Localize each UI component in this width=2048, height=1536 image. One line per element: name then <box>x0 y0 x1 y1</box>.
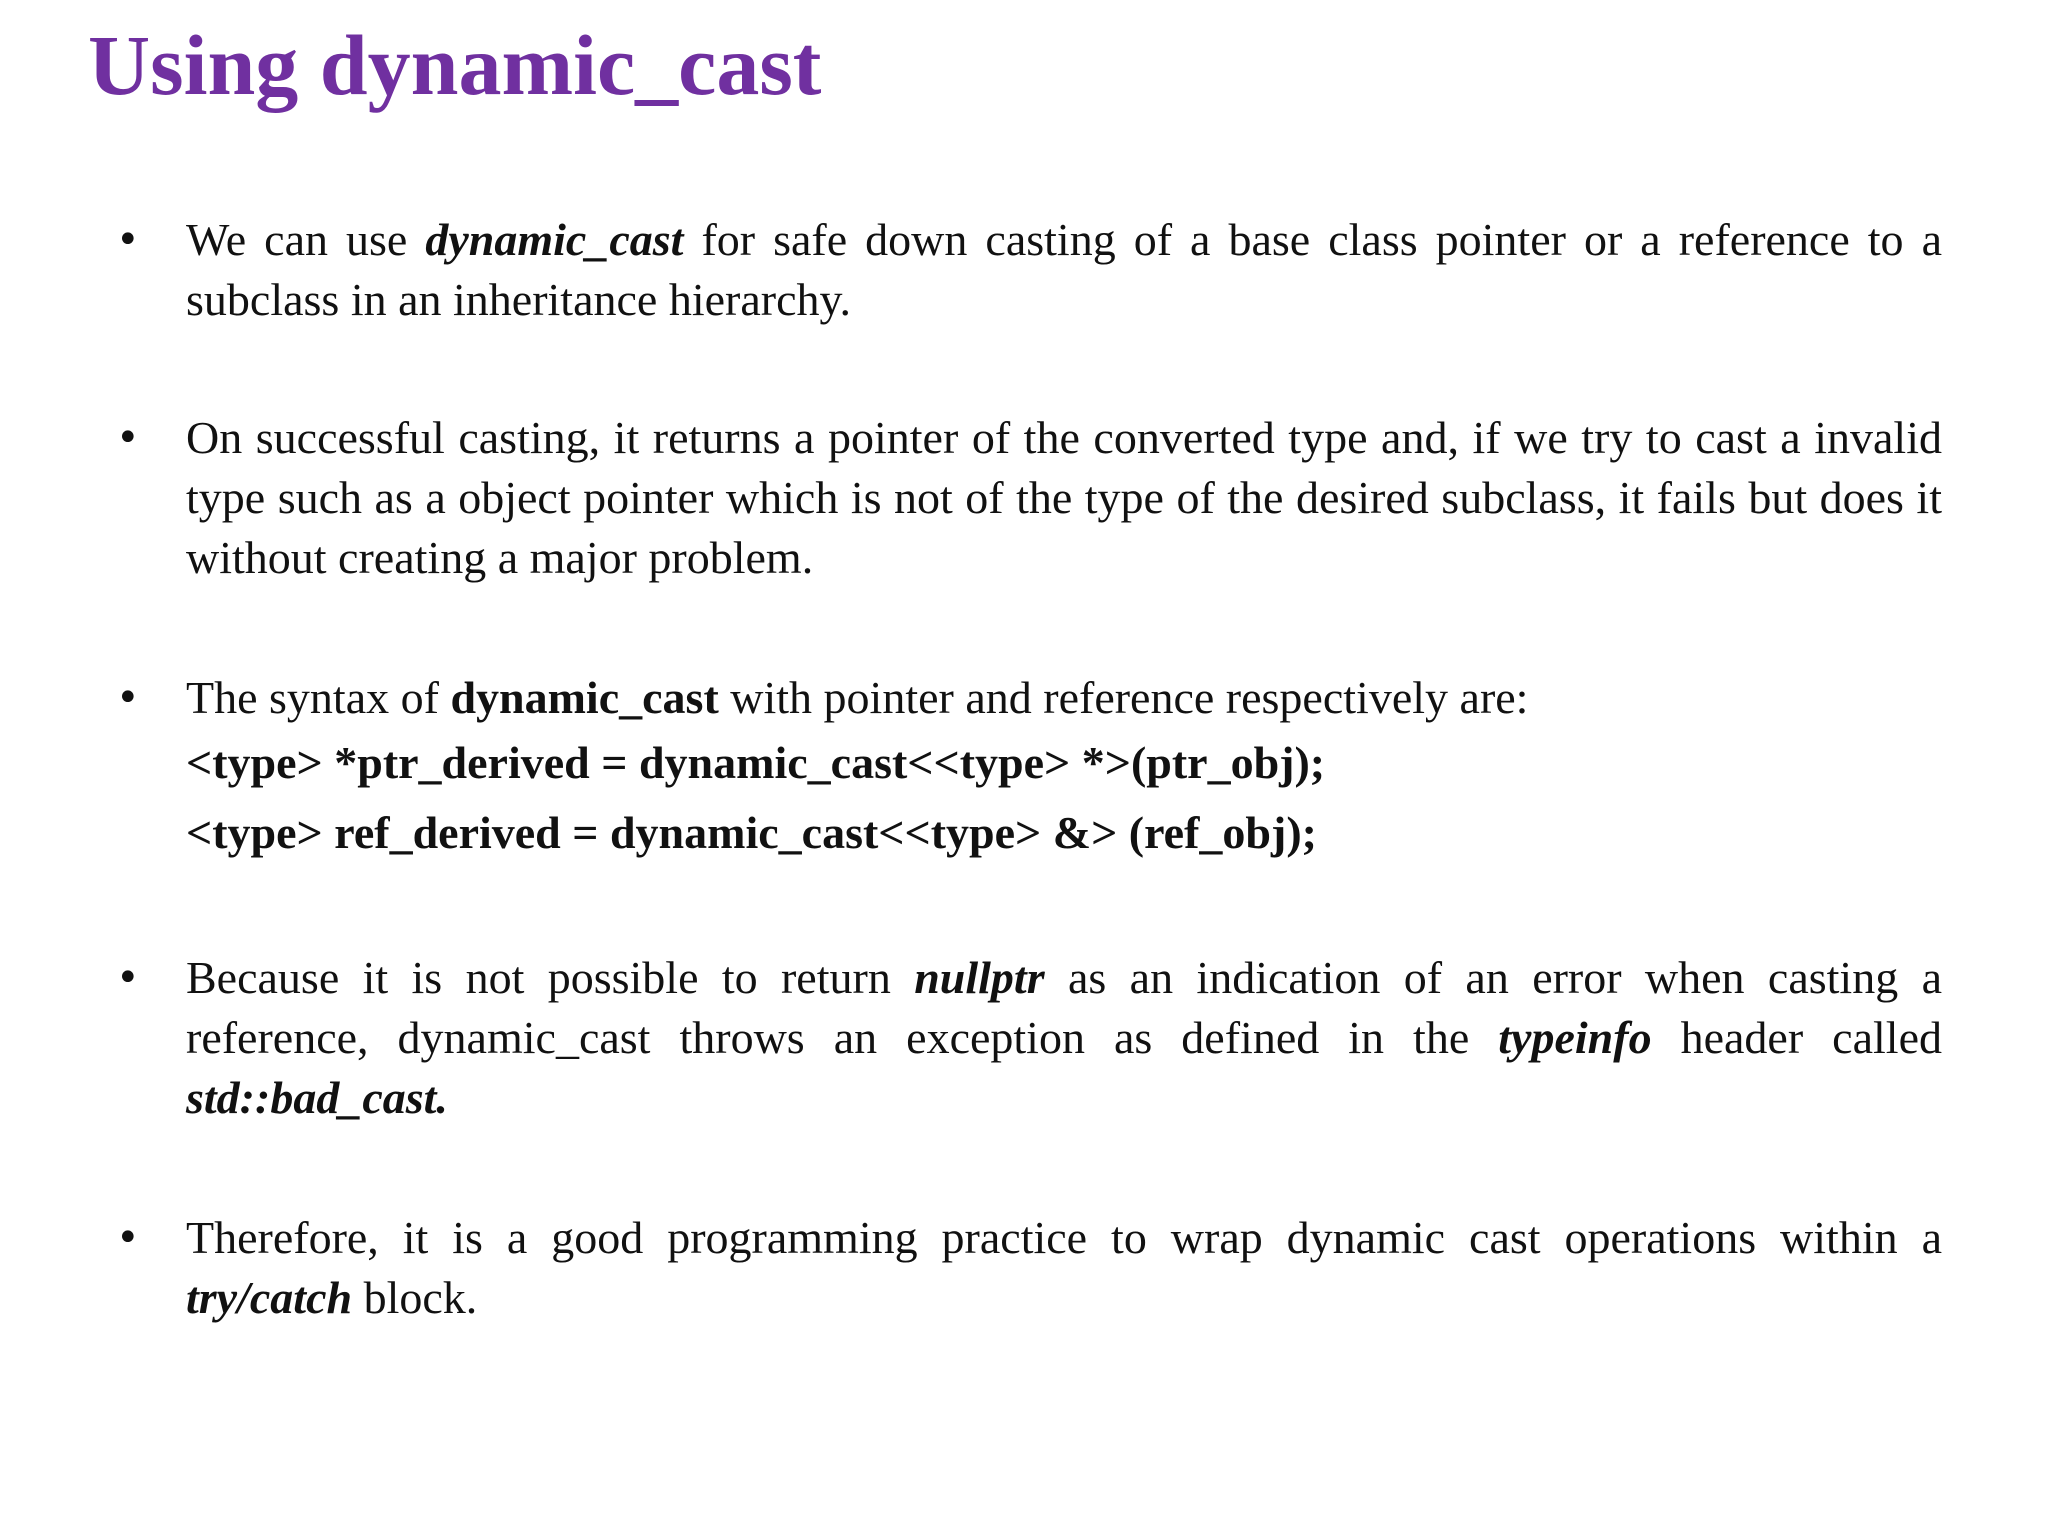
emphasis-term: nullptr <box>914 952 1045 1003</box>
bullet-text: We can use dynamic_cast for safe down casting of a base class pointer or a reference to a subclass in an inheritance hierarchy. <box>186 214 1942 325</box>
slide-title: Using dynamic_cast <box>88 17 822 113</box>
code-line-pointer: <type> *ptr_derived = dynamic_cast<<type> *>(ptr_obj); <box>186 737 1326 788</box>
bullet-icon: • <box>116 955 140 1001</box>
bullet-item <box>116 210 1942 330</box>
bullet-icon: • <box>116 1215 140 1261</box>
bullet-text: Therefore, it is a good programming practice to wrap dynamic cast operations within a try/catch block. <box>186 1212 1942 1323</box>
bullet-text: The syntax of dynamic_cast with pointer and reference respectively are: <box>186 672 1529 723</box>
code-line-reference: <type> ref_derived = dynamic_cast<<type> &> (ref_obj); <box>186 807 1317 858</box>
bullet-item <box>116 668 1942 868</box>
emphasis-term: dynamic_cast <box>425 214 684 265</box>
bullet-item <box>116 408 1942 588</box>
bullet-text: On successful casting, it returns a pointer of the converted type and, if we try to cast a invalid type such as a object pointer which is not of the type of the desired subclass, it fails but does it without creating a major problem. <box>186 412 1942 583</box>
bullet-icon: • <box>116 675 140 721</box>
emphasis-term: typeinfo <box>1498 1012 1652 1063</box>
bullet-item <box>116 1208 1942 1328</box>
bullet-text: Because it is not possible to return nullptr as an indication of an error when casting a reference, dynamic_cast throws an exception as defined in the typeinfo header called std::bad_cast. <box>186 952 1942 1123</box>
bullet-icon: • <box>116 415 140 461</box>
emphasis-term: try/catch <box>186 1272 353 1323</box>
emphasis-term: dynamic_cast <box>450 672 719 723</box>
bullet-icon: • <box>116 217 140 263</box>
bullet-item <box>116 948 1942 1128</box>
emphasis-term: std::bad_cast. <box>186 1072 448 1123</box>
